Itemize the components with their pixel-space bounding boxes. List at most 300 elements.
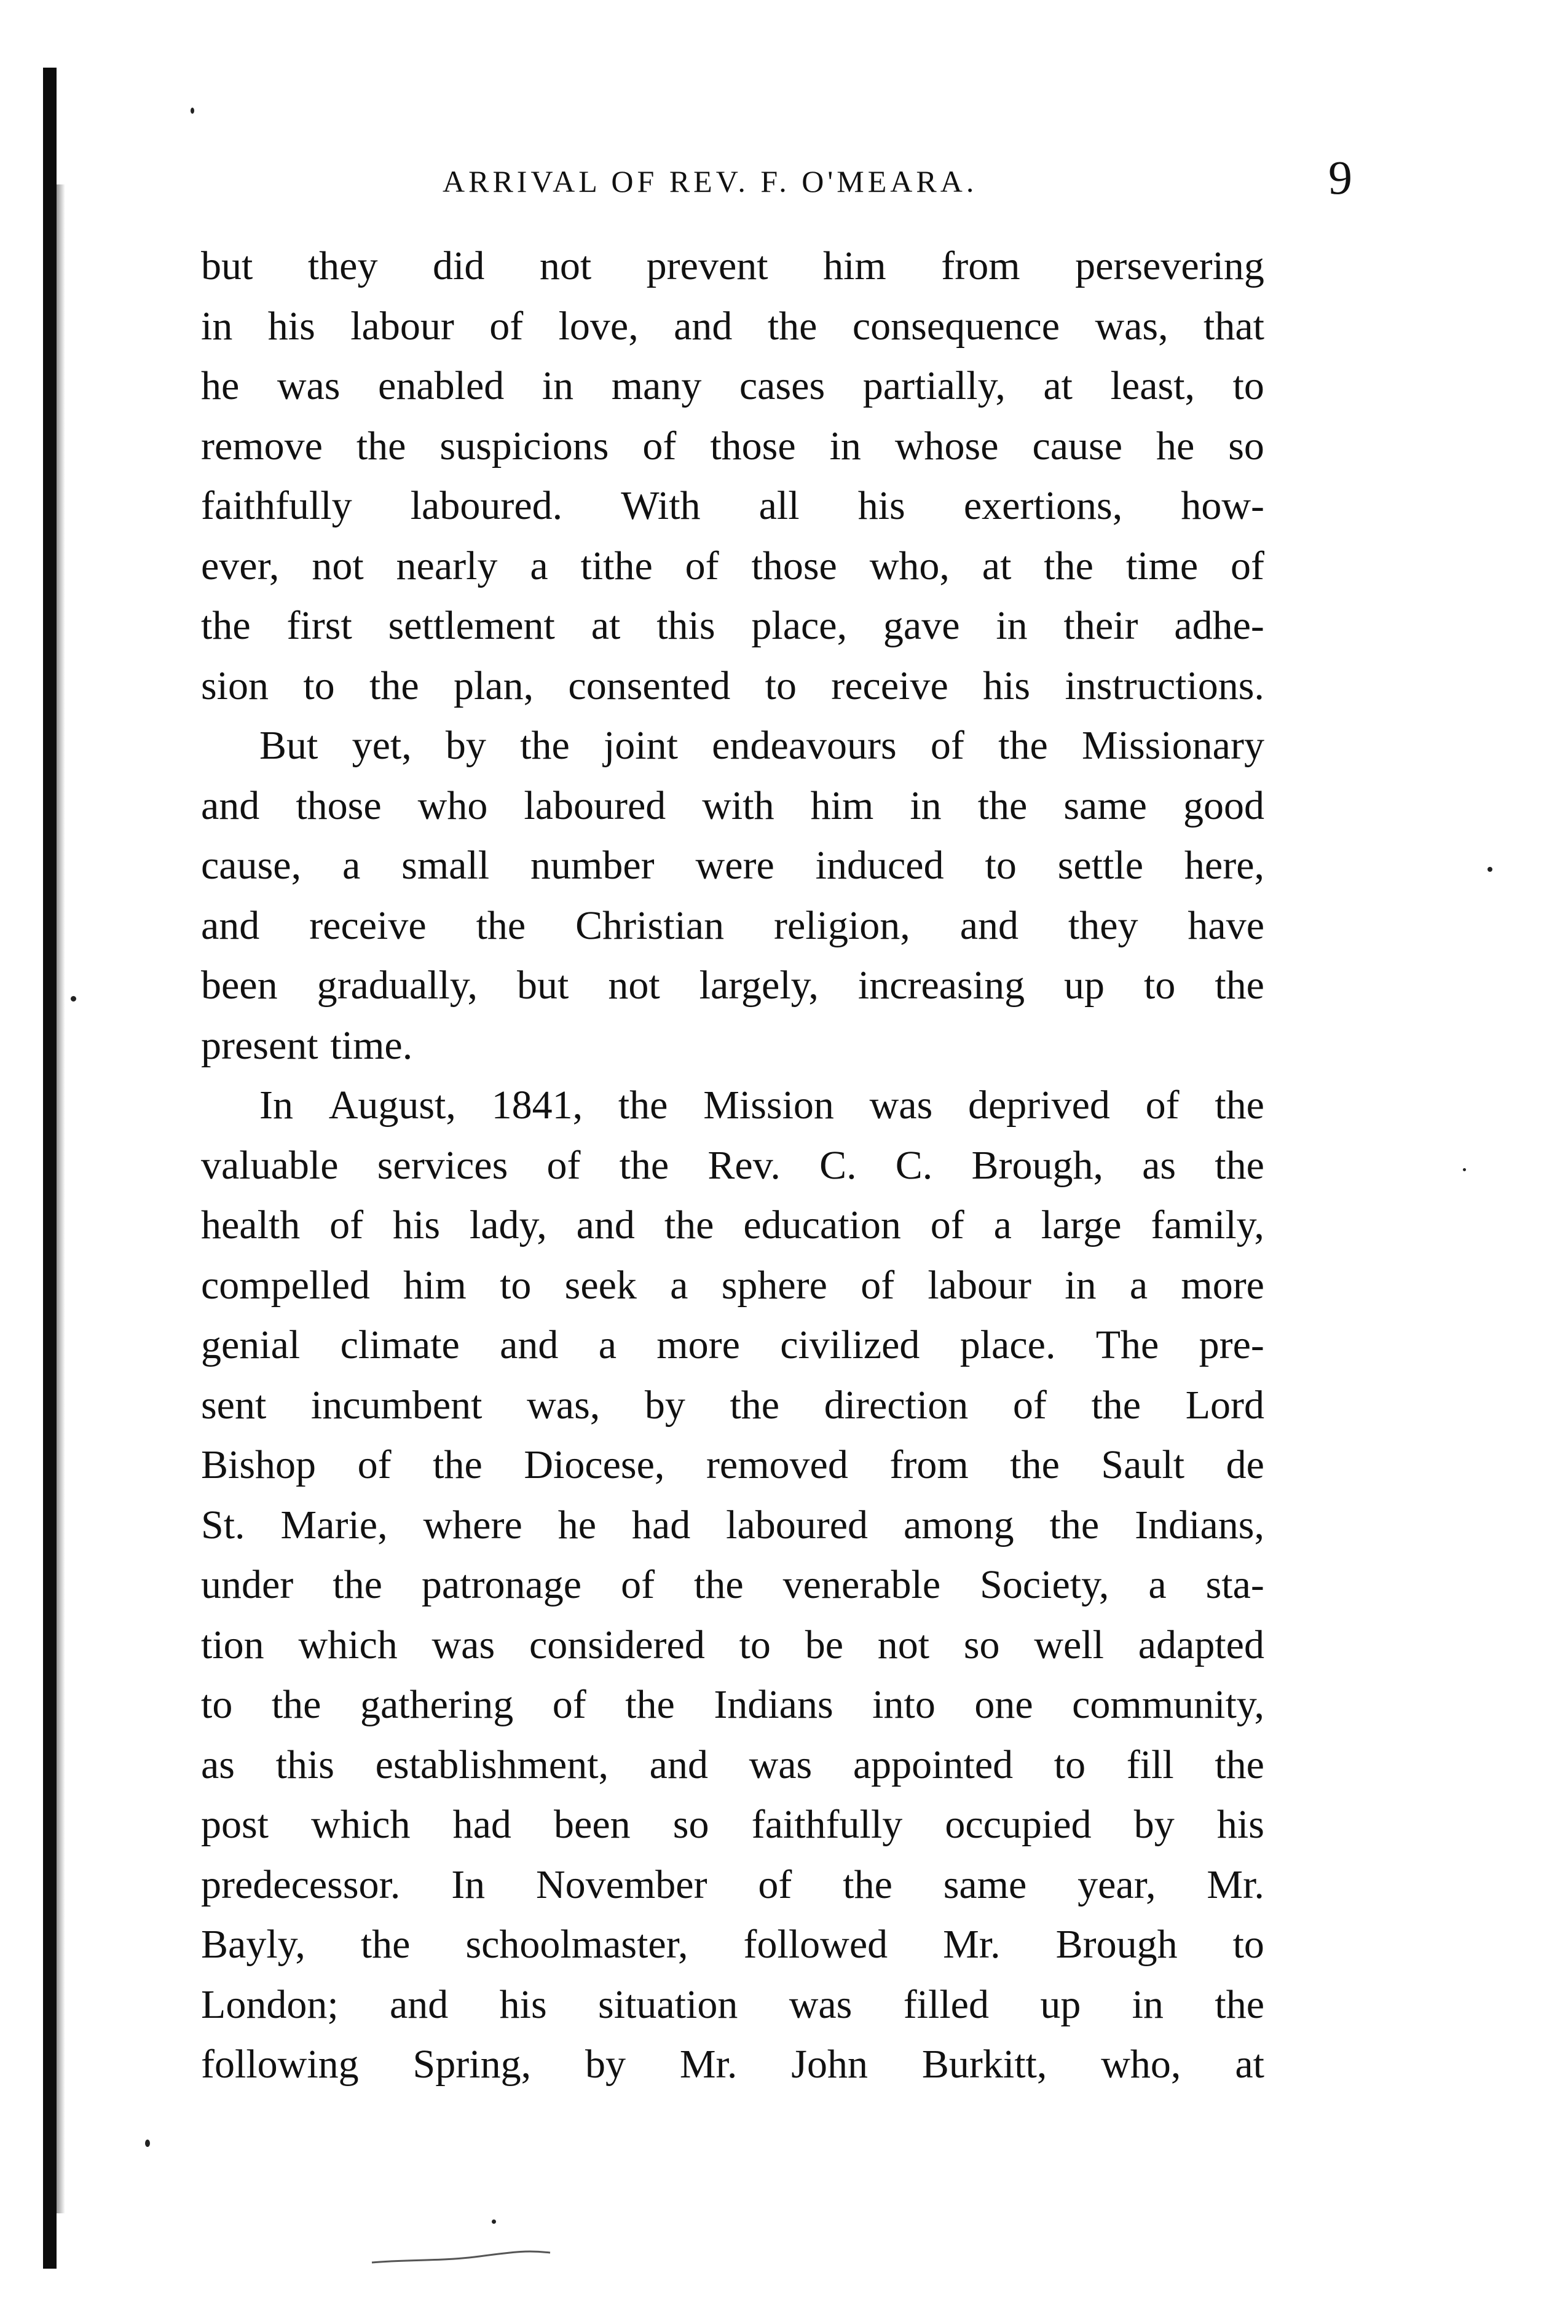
word: Missionary <box>1081 723 1264 768</box>
word: considered <box>529 1622 705 1667</box>
word: as <box>1142 1142 1176 1188</box>
word: partially, <box>862 363 1006 408</box>
text-line <box>201 1435 1264 1495</box>
word: Sault <box>1101 1442 1185 1487</box>
word: sion <box>201 663 269 708</box>
word: this <box>275 1742 334 1787</box>
word: the <box>618 1083 668 1128</box>
word: and <box>674 303 733 349</box>
word: love, <box>558 303 639 349</box>
word: the <box>356 423 406 468</box>
word: of <box>552 1682 586 1727</box>
pencil-mark <box>369 2244 553 2269</box>
word: gathering <box>360 1682 514 1727</box>
word: he <box>557 1502 596 1547</box>
word: laboured <box>524 783 666 828</box>
text-line <box>201 1136 1264 1196</box>
word: Brough <box>1055 1922 1178 1967</box>
word: of <box>930 1203 964 1247</box>
word: suspicions <box>439 423 609 468</box>
word: lady, <box>469 1203 547 1247</box>
word: community, <box>1072 1682 1264 1727</box>
word: place. <box>959 1322 1056 1367</box>
word: a <box>1148 1562 1167 1607</box>
word: be <box>805 1622 843 1667</box>
word: Marie, <box>280 1502 388 1547</box>
word: those <box>751 543 837 588</box>
word: the <box>360 1922 411 1967</box>
word: who, <box>1101 2042 1181 2087</box>
scan-speck <box>71 996 76 1002</box>
word: his <box>499 1982 547 2027</box>
word: his <box>1216 1802 1264 1847</box>
word: his <box>393 1203 441 1247</box>
word: health <box>201 1203 301 1247</box>
word: Brough, <box>971 1142 1103 1188</box>
word: sta- <box>1205 1562 1264 1607</box>
body-text <box>201 236 1264 2095</box>
word: faithfully <box>751 1802 903 1847</box>
word: Mission <box>703 1083 834 1128</box>
word: climate <box>340 1322 460 1367</box>
word: his <box>857 483 905 528</box>
word: the <box>730 1382 780 1428</box>
word: the <box>1215 1083 1264 1128</box>
binding-edge <box>43 68 57 2269</box>
word: and <box>201 783 260 828</box>
word: Mr. <box>1207 1862 1264 1907</box>
word: of <box>1145 1083 1180 1128</box>
word: in <box>996 603 1028 648</box>
word: compelled <box>201 1262 370 1308</box>
word: fill <box>1126 1742 1174 1787</box>
word: adhe- <box>1174 603 1264 648</box>
word: the <box>476 903 526 948</box>
text-line <box>201 955 1264 1016</box>
word: at <box>1043 363 1073 408</box>
word: those <box>710 423 796 468</box>
word: so <box>1228 423 1264 468</box>
word: Christian <box>575 903 725 948</box>
word: labour <box>928 1262 1032 1308</box>
word: of <box>642 423 677 468</box>
scan-speck <box>1463 1168 1466 1171</box>
word: the <box>977 783 1028 828</box>
word: in <box>201 303 233 349</box>
text-line <box>201 1615 1264 1675</box>
word: which <box>311 1802 411 1847</box>
text-line <box>201 776 1264 836</box>
word: was <box>277 363 341 408</box>
word: was <box>869 1083 933 1128</box>
word: of <box>685 543 719 588</box>
word: laboured. <box>410 483 563 528</box>
word: genial <box>201 1322 301 1367</box>
word: John <box>791 2042 868 2087</box>
word: Lord <box>1185 1382 1264 1428</box>
word: But <box>259 723 318 768</box>
word: which <box>298 1622 398 1667</box>
word: been <box>201 963 278 1008</box>
word: but <box>517 963 569 1008</box>
word: Spring, <box>412 2042 532 2087</box>
word: direction <box>824 1382 969 1428</box>
word: him <box>810 783 874 828</box>
word: the <box>271 1682 321 1727</box>
word: following <box>201 2042 359 2087</box>
word: had <box>452 1802 511 1847</box>
text-line <box>201 1375 1264 1436</box>
word: well <box>1034 1622 1104 1667</box>
word: to <box>739 1622 771 1667</box>
text-line <box>201 236 1264 296</box>
word: under <box>201 1562 294 1607</box>
word: post <box>201 1802 269 1847</box>
word: persevering <box>1075 243 1264 288</box>
word: year, <box>1078 1862 1156 1907</box>
text-line <box>201 596 1264 656</box>
text-line <box>201 476 1264 536</box>
word: had <box>631 1502 691 1547</box>
word: predecessor. <box>201 1862 401 1907</box>
word: cause, <box>201 843 302 888</box>
word: the <box>767 303 817 349</box>
word: tithe <box>580 543 653 588</box>
word: number <box>530 843 655 888</box>
word: large <box>1041 1203 1122 1247</box>
word: a <box>993 1203 1012 1247</box>
text-line <box>201 1075 1264 1136</box>
word: sphere <box>721 1262 827 1308</box>
word: 1841, <box>491 1083 583 1128</box>
word: all <box>758 483 800 528</box>
word: C. <box>819 1142 857 1188</box>
word: of <box>489 303 524 349</box>
word: him <box>403 1262 467 1308</box>
text-line <box>201 1735 1264 1795</box>
word: at <box>591 603 621 648</box>
text-line <box>201 1975 1264 2035</box>
word: establishment, <box>375 1742 609 1787</box>
word: to <box>201 1682 233 1727</box>
word: first <box>286 603 352 648</box>
word: civilized <box>780 1322 920 1367</box>
word: plan, <box>453 663 534 708</box>
text-line <box>201 1675 1264 1735</box>
word: so <box>672 1802 709 1847</box>
word: the <box>625 1682 675 1727</box>
word: the <box>1215 963 1264 1008</box>
word: and <box>390 1982 449 2027</box>
word: and <box>201 903 260 948</box>
word: in <box>1065 1262 1097 1308</box>
word: Mr. <box>943 1922 1001 1967</box>
word: largely, <box>699 963 819 1008</box>
word: situation <box>598 1982 738 2027</box>
word: in <box>910 783 942 828</box>
word: to <box>500 1262 532 1308</box>
word: cause <box>1032 423 1123 468</box>
word: August, <box>328 1083 456 1128</box>
word: by <box>644 1382 685 1428</box>
word: of <box>546 1142 581 1188</box>
word: same <box>943 1862 1027 1907</box>
word: a <box>670 1262 688 1308</box>
word: whose <box>894 423 999 468</box>
word: laboured <box>726 1502 869 1547</box>
text-line <box>201 716 1264 776</box>
word: him <box>823 243 886 288</box>
word: Rev. <box>707 1142 781 1188</box>
word: least, <box>1110 363 1196 408</box>
word: time. <box>330 1022 413 1068</box>
running-title: ARRIVAL OF REV. F. O'MEARA. <box>443 164 978 199</box>
word: de <box>1226 1442 1264 1487</box>
word: the <box>433 1442 483 1487</box>
word: who, <box>869 543 950 588</box>
word: enabled <box>378 363 505 408</box>
word: been <box>554 1802 631 1847</box>
word: present <box>201 1022 318 1068</box>
word: receive <box>831 663 948 708</box>
text-line <box>201 356 1264 416</box>
word: more <box>656 1322 740 1367</box>
word: in <box>1132 1982 1164 2027</box>
text-line <box>201 536 1264 596</box>
word: not <box>877 1622 930 1667</box>
word: the <box>619 1142 669 1188</box>
word: small <box>401 843 490 888</box>
word: who <box>417 783 488 828</box>
word: not <box>539 243 592 288</box>
word: a <box>530 543 548 588</box>
word: was, <box>1095 303 1168 349</box>
word: of <box>930 723 964 768</box>
word: the <box>1215 1742 1264 1787</box>
word: the <box>369 663 419 708</box>
word: were <box>695 843 774 888</box>
text-line <box>201 2034 1264 2095</box>
word: incumbent <box>310 1382 483 1428</box>
word: in <box>542 363 574 408</box>
text-line <box>201 896 1264 956</box>
text-line <box>201 1495 1264 1555</box>
word: cases <box>739 363 825 408</box>
word: was <box>789 1982 853 2027</box>
word: With <box>621 483 701 528</box>
word: to <box>303 663 335 708</box>
word: deprived <box>968 1083 1110 1128</box>
word: services <box>377 1142 508 1188</box>
word: the <box>998 723 1048 768</box>
text-line <box>201 836 1264 896</box>
word: Burkitt, <box>921 2042 1047 2087</box>
word: the <box>333 1562 382 1607</box>
word: at <box>1235 2042 1264 2087</box>
word: to <box>1232 363 1264 408</box>
word: among <box>904 1502 1014 1547</box>
word: the <box>1049 1502 1100 1547</box>
word: instructions. <box>1065 663 1264 708</box>
word: induced <box>815 843 944 888</box>
word: was <box>431 1622 495 1667</box>
word: of <box>758 1862 792 1907</box>
text-line <box>201 656 1264 716</box>
word: of <box>621 1562 655 1607</box>
word: they <box>1068 903 1138 948</box>
word: many <box>611 363 702 408</box>
word: receive <box>309 903 427 948</box>
word: so <box>963 1622 1000 1667</box>
word: here, <box>1184 843 1264 888</box>
word: as <box>201 1742 235 1787</box>
word: a <box>342 843 361 888</box>
page-number: 9 <box>1328 151 1352 204</box>
word: the <box>201 603 251 648</box>
word: not <box>312 543 364 588</box>
word: by <box>1133 1802 1175 1847</box>
word: removed <box>706 1442 848 1487</box>
word: St. <box>201 1502 245 1547</box>
word: where <box>423 1502 522 1547</box>
word: pre- <box>1199 1322 1264 1367</box>
word: the <box>520 723 570 768</box>
word: of <box>861 1262 895 1308</box>
word: that <box>1204 303 1264 349</box>
text-line <box>201 1016 1264 1076</box>
word: and <box>576 1203 635 1247</box>
word: their <box>1063 603 1138 648</box>
word: of <box>357 1442 392 1487</box>
text-line <box>201 1255 1264 1316</box>
word: in <box>829 423 861 468</box>
word: of <box>1231 543 1264 588</box>
word: of <box>329 1203 364 1247</box>
word: Mr. <box>679 2042 738 2087</box>
word: he <box>1156 423 1195 468</box>
word: religion, <box>774 903 910 948</box>
word: occupied <box>945 1802 1092 1847</box>
word: this <box>656 603 715 648</box>
word: joint <box>603 723 678 768</box>
word: seek <box>564 1262 637 1308</box>
word: he <box>201 363 240 408</box>
word: by <box>445 723 486 768</box>
word: and <box>959 903 1018 948</box>
word: sent <box>201 1382 267 1428</box>
word: same <box>1063 783 1147 828</box>
word: patronage <box>421 1562 582 1607</box>
word: Indians <box>714 1682 833 1727</box>
word: Indians, <box>1135 1502 1264 1547</box>
word: how- <box>1181 483 1264 528</box>
word: up <box>1064 963 1105 1008</box>
word: settlement <box>388 603 555 648</box>
word: tion <box>201 1622 264 1667</box>
word: up <box>1040 1982 1081 2027</box>
word: filled <box>903 1982 989 2027</box>
word: C. <box>895 1142 933 1188</box>
word: labour <box>350 303 454 349</box>
word: was <box>749 1742 813 1787</box>
word: place, <box>751 603 848 648</box>
word: Bayly, <box>201 1922 305 1967</box>
word: but <box>201 243 253 288</box>
scan-speck <box>1487 867 1492 872</box>
word: those <box>296 783 382 828</box>
word: into <box>872 1682 936 1727</box>
word: increasing <box>857 963 1025 1008</box>
word: In <box>451 1862 486 1907</box>
word: gradually, <box>317 963 478 1008</box>
word: faithfully <box>201 483 352 528</box>
page-header <box>443 151 1352 209</box>
text-line <box>201 1915 1264 1975</box>
word: to <box>1232 1922 1264 1967</box>
word: Society, <box>980 1562 1109 1607</box>
word: In <box>259 1083 293 1128</box>
word: endeavours <box>712 723 897 768</box>
word: of <box>1012 1382 1047 1428</box>
word: a <box>1129 1262 1148 1308</box>
text-line <box>201 296 1264 357</box>
word: education <box>743 1203 901 1247</box>
word: November <box>536 1862 707 1907</box>
word: they <box>307 243 378 288</box>
word: yet, <box>352 723 412 768</box>
word: the <box>1044 543 1093 588</box>
word: by <box>585 2042 626 2087</box>
word: Bishop <box>201 1442 317 1487</box>
word: have <box>1188 903 1264 948</box>
word: and <box>500 1322 559 1367</box>
word: did <box>432 243 485 288</box>
word: exertions, <box>963 483 1123 528</box>
text-line <box>201 1315 1264 1375</box>
word: appointed <box>853 1742 1014 1787</box>
word: venerable <box>782 1562 941 1607</box>
scan-speck <box>145 2140 150 2147</box>
scan-speck <box>492 2219 496 2224</box>
text-line <box>201 416 1264 476</box>
word: valuable <box>201 1142 339 1188</box>
word: with <box>702 783 774 828</box>
word: the <box>1215 1142 1264 1188</box>
word: followed <box>743 1922 888 1967</box>
word: settle <box>1057 843 1144 888</box>
text-line <box>201 1555 1264 1615</box>
word: gave <box>883 603 960 648</box>
text-line <box>201 1195 1264 1255</box>
text-line <box>201 1855 1264 1915</box>
word: from <box>889 1442 969 1487</box>
word: to <box>1054 1742 1086 1787</box>
word: the <box>1091 1382 1141 1428</box>
word: one <box>974 1682 1033 1727</box>
word: to <box>765 663 797 708</box>
word: a <box>598 1322 617 1367</box>
word: the <box>1215 1982 1264 2027</box>
text-line <box>201 1795 1264 1855</box>
word: Diocese, <box>524 1442 665 1487</box>
word: the <box>843 1862 892 1907</box>
word: consented <box>568 663 731 708</box>
word: the <box>1010 1442 1060 1487</box>
word: remove <box>201 423 323 468</box>
word: The <box>1095 1322 1159 1367</box>
word: the <box>694 1562 744 1607</box>
word: to <box>985 843 1017 888</box>
